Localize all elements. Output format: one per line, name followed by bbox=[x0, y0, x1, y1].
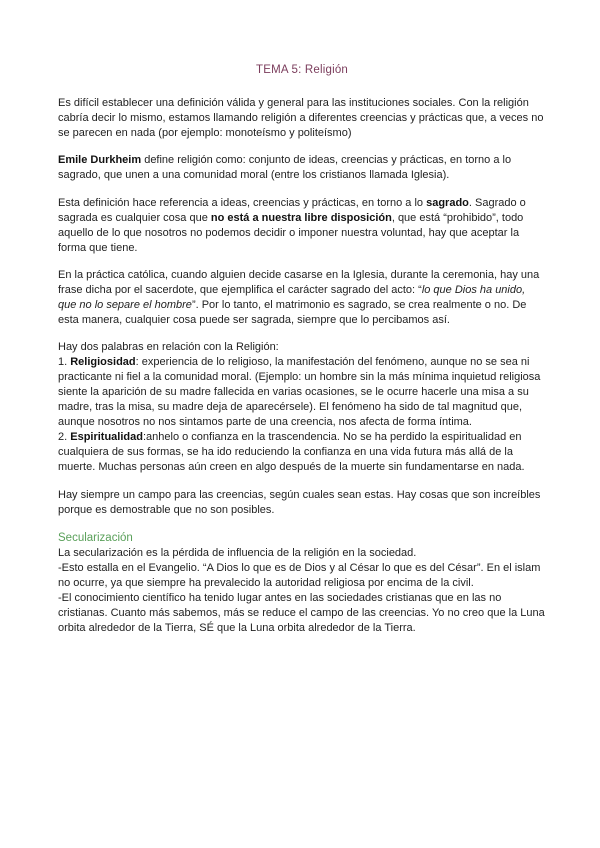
secularizacion-line1: La secularización es la pérdida de influencia de la religión en la sociedad. bbox=[58, 547, 417, 559]
sagrado-text-a: Esta definición hace referencia a ideas, creencias y prácticas, en torno a lo bbox=[58, 197, 427, 209]
paragraph-secularizacion bbox=[58, 546, 546, 636]
sagrado-bold: sagrado bbox=[426, 197, 469, 209]
paragraph-sagrado bbox=[58, 196, 546, 256]
religiosidad-text: : experiencia de lo religioso, la manifestación del fenómeno, aunque no se sea ni practicante ni fiel a la comunidad moral. (Ejemplo: un hombre sin la más mínima inquietud religiosa siente la aparición de su madre fallecida en varias ocasiones, se le ocurre hacerle una misa a su madre, tras la misa, su madre deja de aparecérsele). El fenómeno ha sido de tal magnitud que, aunque nosotros no nos sintamos parte de una creencia, nos afecta de forma íntima. bbox=[58, 356, 541, 428]
durkheim-name: Emile Durkheim bbox=[58, 154, 142, 166]
paragraph-catolica bbox=[58, 268, 546, 328]
durkheim-text: define religión como: conjunto de ideas, creencias y prácticas, en torno a lo sagrado, que unen a una comunidad moral (entre los cristianos llamada Iglesia). bbox=[58, 154, 512, 181]
catolica-text-c: ”. Por lo tanto, el matrimonio es sagrado, se crea realmente o no. De esta manera, cualquier cosa puede ser sagrada, siempre que lo percibamos así. bbox=[58, 299, 527, 326]
libre-disposicion-bold: no está a nuestra libre disposición bbox=[210, 212, 392, 224]
paragraph-durkheim bbox=[58, 153, 546, 183]
catolica-text-a: En la práctica católica, cuando alguien decide casarse en la Iglesia, durante la ceremonia, hay una frase dicha por el sacerdote, que ejemplifica el carácter sagrado del acto: “ bbox=[58, 269, 540, 296]
sagrado-text-e: , que está “prohibido”, todo aquello de lo que nosotros no podemos decidir o imponer nuestra voluntad, hay que aceptar la forma que tiene. bbox=[58, 212, 524, 254]
espiritualidad-term: Espiritualidad bbox=[70, 431, 143, 443]
secularizacion-line2: -Esto estalla en el Evangelio. “A Dios lo que es de Dios y al César lo que es del César”. En el islam no ocurre, ya que siempre ha prevalecido la autoridad religiosa por encima de la civil. bbox=[58, 562, 541, 589]
page-title: TEMA 5: Religión bbox=[255, 64, 349, 76]
religiosidad-term: Religiosidad bbox=[70, 356, 136, 368]
espiritualidad-text: :anhelo o confianza en la trascendencia. No se ha perdido la espiritualidad en cualquiera de sus formas, se ha ido reduciendo la confianza en una vida futura más allá de la muerte. Muchas personas aún creen en algo después de la muerte sin fundamentarse en nada. bbox=[58, 431, 525, 473]
paragraph-creencias: Hay siempre un campo para las creencias, según cuales sean estas. Hay cosas que son increíbles porque es demostrable que no son posibles. bbox=[58, 489, 541, 516]
catolica-quote: lo que Dios ha unido, que no lo separe el hombre bbox=[58, 284, 526, 311]
secularizacion-line3: -El conocimiento científico ha tenido lugar antes en las sociedades cristianas que en las no cristianas. Cuanto más sabemos, más se reduce el campo de las creencias. Yo no creo que la Luna orbita alrededor de la Tierra, SÉ que la Luna orbita alrededor de la Tierra. bbox=[58, 592, 545, 634]
section-heading-secularizacion: Secularización bbox=[58, 532, 133, 544]
dos-palabras-intro: Hay dos palabras en relación con la Religión: bbox=[58, 341, 279, 353]
sagrado-text-c: . Sagrado o sagrada es cualquier cosa que bbox=[58, 197, 526, 224]
item1-number: 1. bbox=[58, 356, 71, 368]
paragraph-dos-palabras bbox=[58, 340, 546, 475]
paragraph-intro: Es difícil establecer una definición válida y general para las instituciones sociales. Con la religión cabría decir lo mismo, estamos llamando religión a diferentes creencias y prácticas que, a veces no se parecen en nada (por ejemplo: monoteísmo y politeísmo) bbox=[58, 97, 544, 139]
item2-number: 2. bbox=[58, 431, 71, 443]
